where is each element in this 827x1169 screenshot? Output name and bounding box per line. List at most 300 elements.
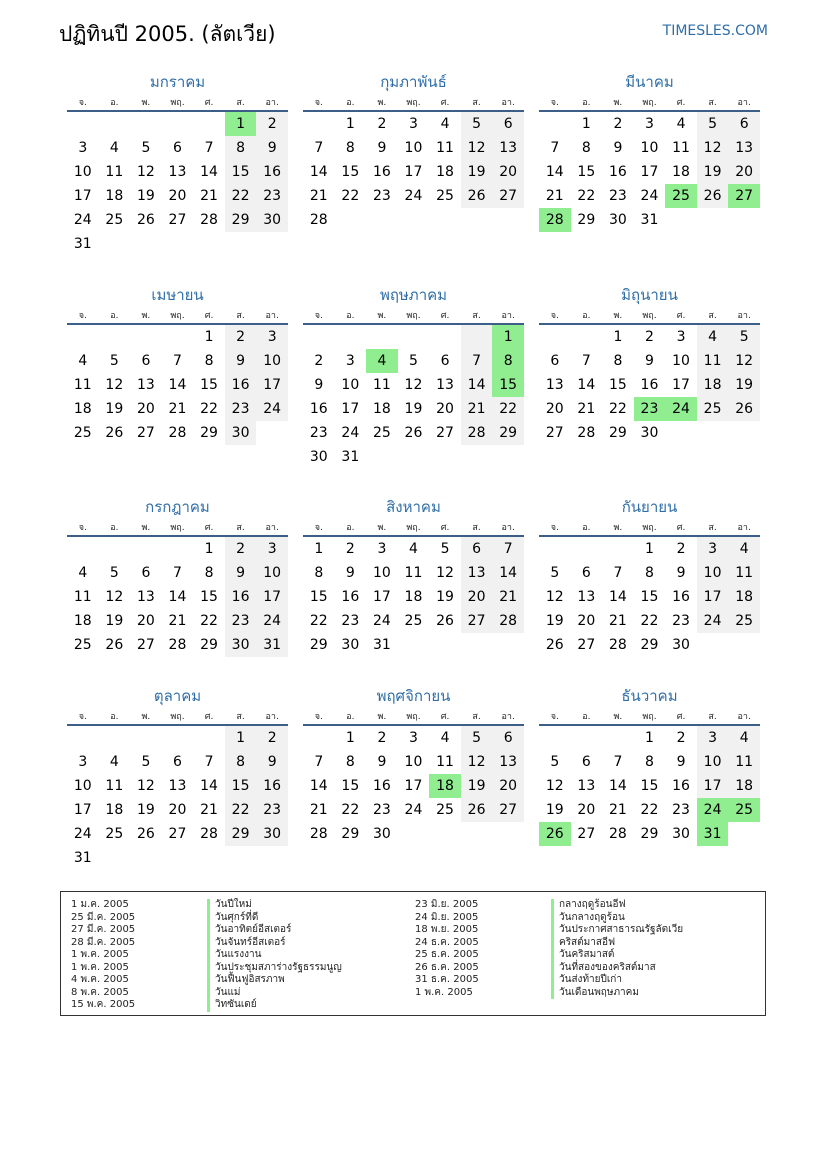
day-cell[interactable]: 16 (256, 774, 288, 798)
day-cell[interactable]: 19 (105, 401, 124, 417)
day-cell[interactable]: 12 (105, 377, 124, 393)
day-cell[interactable]: 1 (613, 329, 623, 345)
day-cell[interactable]: 22 (225, 798, 257, 822)
day-cell[interactable]: 16 (309, 401, 328, 417)
day-cell[interactable]: 15 (200, 589, 218, 605)
day-cell[interactable]: 28 (608, 637, 627, 653)
day-cell[interactable]: 15 (309, 589, 328, 605)
day-cell[interactable]: 27 (136, 425, 155, 441)
day-cell[interactable]: 1 (645, 541, 654, 557)
day-cell[interactable]: 16 (608, 164, 627, 180)
day-cell[interactable]: 9 (645, 353, 654, 369)
day-cell[interactable]: 4 (440, 730, 450, 746)
day-cell[interactable]: 2 (377, 116, 387, 132)
day-cell[interactable]: 6 (461, 537, 493, 561)
day-cell[interactable]: 2 (377, 730, 387, 746)
day-cell[interactable]: 2 (676, 730, 686, 746)
day-cell[interactable]: 3 (645, 116, 654, 132)
day-cell[interactable]: 14 (608, 778, 627, 794)
day-cell[interactable]: 6 (173, 754, 182, 770)
day-cell[interactable]: 21 (461, 397, 493, 421)
day-cell[interactable]: 4 (440, 116, 450, 132)
day-cell[interactable]: 11 (73, 377, 92, 393)
day-cell[interactable]: 14 (168, 377, 187, 393)
day-cell[interactable]: 22 (200, 401, 218, 417)
day-cell[interactable]: 13 (577, 589, 596, 605)
day-cell[interactable]: 6 (728, 112, 760, 136)
day-cell[interactable]: 26 (545, 637, 564, 653)
day-cell[interactable]: 3 (256, 537, 288, 561)
day-cell[interactable]: 21 (168, 401, 187, 417)
day-cell[interactable]: 13 (492, 136, 524, 160)
day-cell[interactable]: 17 (697, 585, 729, 609)
day-cell[interactable]: 6 (581, 754, 591, 770)
day-cell[interactable]: 20 (492, 160, 524, 184)
day-cell[interactable]: 2 (613, 116, 623, 132)
day-cell[interactable]: 8 (581, 140, 591, 156)
day-cell[interactable]: 6 (173, 140, 182, 156)
day-cell[interactable]: 6 (492, 112, 524, 136)
day-cell[interactable]: 21 (492, 585, 524, 609)
day-cell[interactable]: 15 (577, 164, 596, 180)
day-cell[interactable]: 27 (168, 826, 187, 842)
day-cell[interactable]: 14 (168, 589, 187, 605)
day-cell[interactable]: 18 (105, 188, 124, 204)
day-cell[interactable]: 19 (436, 589, 454, 605)
day-cell[interactable]: 24 (372, 613, 391, 629)
day-cell[interactable]: 29 (225, 208, 257, 232)
day-cell[interactable]: 26 (539, 822, 571, 846)
day-cell[interactable]: 13 (461, 561, 493, 585)
day-cell[interactable]: 28 (309, 826, 328, 842)
day-cell[interactable]: 30 (608, 212, 627, 228)
day-cell[interactable]: 29 (225, 822, 257, 846)
day-cell[interactable]: 26 (136, 212, 155, 228)
day-cell[interactable]: 11 (372, 377, 391, 393)
day-cell[interactable]: 7 (613, 565, 623, 581)
day-cell[interactable]: 2 (256, 726, 288, 750)
day-cell[interactable]: 13 (168, 164, 187, 180)
day-cell[interactable]: 26 (728, 397, 760, 421)
day-cell[interactable]: 23 (608, 188, 627, 204)
day-cell[interactable]: 19 (461, 774, 493, 798)
day-cell[interactable]: 31 (73, 236, 92, 252)
day-cell[interactable]: 30 (672, 637, 690, 653)
day-cell[interactable]: 25 (105, 826, 124, 842)
day-cell[interactable]: 14 (461, 373, 493, 397)
day-cell[interactable]: 29 (640, 826, 659, 842)
day-cell[interactable]: 9 (377, 754, 387, 770)
day-cell[interactable]: 22 (640, 613, 659, 629)
day-cell[interactable]: 5 (461, 726, 493, 750)
day-cell[interactable]: 10 (404, 140, 423, 156)
day-cell[interactable]: 21 (608, 802, 627, 818)
day-cell[interactable]: 9 (676, 754, 686, 770)
day-cell[interactable]: 26 (136, 826, 155, 842)
day-cell[interactable]: 27 (136, 637, 155, 653)
day-cell[interactable]: 27 (577, 826, 596, 842)
day-cell[interactable]: 27 (168, 212, 187, 228)
day-cell[interactable]: 18 (728, 585, 760, 609)
day-cell[interactable]: 22 (577, 188, 596, 204)
day-cell[interactable]: 30 (309, 449, 328, 465)
day-cell[interactable]: 29 (200, 425, 218, 441)
day-cell[interactable]: 18 (697, 373, 729, 397)
day-cell[interactable]: 30 (256, 208, 288, 232)
day-cell[interactable]: 12 (105, 589, 124, 605)
day-cell[interactable]: 12 (436, 565, 454, 581)
day-cell[interactable]: 16 (225, 585, 257, 609)
day-cell[interactable]: 9 (225, 349, 257, 373)
day-cell[interactable]: 29 (341, 826, 360, 842)
day-cell[interactable]: 23 (372, 802, 391, 818)
day-cell[interactable]: 28 (309, 212, 328, 228)
day-cell[interactable]: 28 (539, 208, 571, 232)
day-cell[interactable]: 6 (141, 565, 151, 581)
day-cell[interactable]: 27 (436, 425, 454, 441)
day-cell[interactable]: 4 (78, 353, 88, 369)
day-cell[interactable]: 3 (256, 325, 288, 349)
day-cell[interactable]: 24 (404, 802, 423, 818)
day-cell[interactable]: 4 (78, 565, 88, 581)
day-cell[interactable]: 7 (204, 754, 214, 770)
day-cell[interactable]: 30 (640, 425, 659, 441)
day-cell[interactable]: 4 (697, 325, 729, 349)
day-cell[interactable]: 29 (577, 212, 596, 228)
day-cell[interactable]: 7 (581, 353, 591, 369)
day-cell[interactable]: 20 (168, 802, 187, 818)
day-cell[interactable]: 22 (341, 802, 360, 818)
day-cell[interactable]: 13 (577, 778, 596, 794)
day-cell[interactable]: 24 (256, 397, 288, 421)
day-cell[interactable]: 9 (314, 377, 324, 393)
day-cell[interactable]: 17 (73, 802, 92, 818)
day-cell[interactable]: 8 (645, 754, 654, 770)
day-cell[interactable]: 16 (640, 377, 659, 393)
day-cell[interactable]: 2 (676, 541, 686, 557)
day-cell[interactable]: 5 (461, 112, 493, 136)
day-cell[interactable]: 14 (608, 589, 627, 605)
day-cell[interactable]: 21 (545, 188, 564, 204)
day-cell[interactable]: 28 (168, 425, 187, 441)
day-cell[interactable]: 20 (136, 613, 155, 629)
day-cell[interactable]: 23 (309, 425, 328, 441)
day-cell[interactable]: 10 (73, 164, 92, 180)
day-cell[interactable]: 17 (640, 164, 659, 180)
day-cell[interactable]: 26 (105, 425, 124, 441)
day-cell[interactable]: 6 (440, 353, 450, 369)
day-cell[interactable]: 9 (377, 140, 387, 156)
day-cell[interactable]: 25 (372, 425, 391, 441)
day-cell[interactable]: 19 (105, 613, 124, 629)
day-cell[interactable]: 15 (341, 164, 360, 180)
day-cell[interactable]: 23 (256, 184, 288, 208)
day-cell[interactable]: 26 (461, 184, 493, 208)
day-cell[interactable]: 26 (404, 425, 423, 441)
day-cell[interactable]: 3 (409, 116, 418, 132)
day-cell[interactable]: 9 (676, 565, 686, 581)
day-cell[interactable]: 13 (728, 136, 760, 160)
day-cell[interactable]: 25 (728, 798, 760, 822)
day-cell[interactable]: 30 (225, 633, 257, 657)
day-cell[interactable]: 3 (697, 726, 729, 750)
day-cell[interactable]: 13 (136, 377, 155, 393)
day-cell[interactable]: 19 (545, 613, 564, 629)
day-cell[interactable]: 30 (256, 822, 288, 846)
day-cell[interactable]: 22 (640, 802, 659, 818)
day-cell[interactable]: 30 (372, 826, 391, 842)
site-link[interactable]: TIMESLES.COM (662, 23, 768, 39)
day-cell[interactable]: 8 (204, 565, 214, 581)
day-cell[interactable]: 7 (550, 140, 560, 156)
day-cell[interactable]: 5 (109, 565, 119, 581)
day-cell[interactable]: 10 (697, 561, 729, 585)
day-cell[interactable]: 14 (200, 778, 218, 794)
day-cell[interactable]: 8 (314, 565, 324, 581)
day-cell[interactable]: 26 (461, 798, 493, 822)
day-cell[interactable]: 11 (105, 778, 124, 794)
day-cell[interactable]: 3 (697, 537, 729, 561)
day-cell[interactable]: 13 (545, 377, 564, 393)
day-cell[interactable]: 22 (225, 184, 257, 208)
day-cell[interactable]: 12 (404, 377, 423, 393)
day-cell[interactable]: 4 (728, 537, 760, 561)
day-cell[interactable]: 23 (225, 397, 257, 421)
day-cell[interactable]: 14 (492, 561, 524, 585)
day-cell[interactable]: 17 (73, 188, 92, 204)
day-cell[interactable]: 4 (109, 754, 119, 770)
day-cell[interactable]: 27 (545, 425, 564, 441)
day-cell[interactable]: 10 (372, 565, 391, 581)
day-cell[interactable]: 5 (550, 565, 560, 581)
day-cell[interactable]: 15 (640, 589, 659, 605)
day-cell[interactable]: 20 (545, 401, 564, 417)
day-cell[interactable]: 9 (256, 750, 288, 774)
day-cell[interactable]: 5 (409, 353, 418, 369)
day-cell[interactable]: 23 (672, 802, 690, 818)
day-cell[interactable]: 16 (672, 589, 690, 605)
day-cell[interactable]: 14 (309, 778, 328, 794)
day-cell[interactable]: 23 (372, 188, 391, 204)
day-cell[interactable]: 31 (372, 637, 391, 653)
day-cell[interactable]: 15 (640, 778, 659, 794)
day-cell[interactable]: 7 (314, 140, 324, 156)
day-cell[interactable]: 8 (645, 565, 654, 581)
day-cell[interactable]: 6 (141, 353, 151, 369)
day-cell[interactable]: 29 (492, 421, 524, 445)
day-cell[interactable]: 7 (461, 349, 493, 373)
day-cell[interactable]: 25 (73, 425, 92, 441)
day-cell[interactable]: 7 (173, 353, 182, 369)
day-cell[interactable]: 14 (545, 164, 564, 180)
day-cell[interactable]: 8 (345, 140, 355, 156)
day-cell[interactable]: 22 (200, 613, 218, 629)
day-cell[interactable]: 24 (697, 798, 729, 822)
day-cell[interactable]: 15 (492, 373, 524, 397)
day-cell[interactable]: 24 (404, 188, 423, 204)
day-cell[interactable]: 2 (345, 541, 355, 557)
day-cell[interactable]: 17 (256, 373, 288, 397)
day-cell[interactable]: 11 (672, 140, 690, 156)
day-cell[interactable]: 10 (640, 140, 659, 156)
day-cell[interactable]: 18 (436, 164, 454, 180)
day-cell[interactable]: 24 (256, 609, 288, 633)
day-cell[interactable]: 27 (461, 609, 493, 633)
day-cell[interactable]: 21 (309, 188, 328, 204)
day-cell[interactable]: 29 (309, 637, 328, 653)
day-cell[interactable]: 1 (225, 726, 257, 750)
day-cell[interactable]: 31 (640, 212, 659, 228)
day-cell[interactable]: 17 (372, 589, 391, 605)
day-cell[interactable]: 25 (665, 184, 697, 208)
day-cell[interactable]: 9 (256, 136, 288, 160)
day-cell[interactable]: 18 (672, 164, 690, 180)
day-cell[interactable]: 22 (608, 401, 627, 417)
day-cell[interactable]: 24 (665, 397, 697, 421)
day-cell[interactable]: 1 (314, 541, 324, 557)
day-cell[interactable]: 5 (728, 325, 760, 349)
day-cell[interactable]: 20 (577, 613, 596, 629)
day-cell[interactable]: 12 (697, 136, 729, 160)
day-cell[interactable]: 1 (204, 541, 214, 557)
day-cell[interactable]: 14 (577, 377, 596, 393)
day-cell[interactable]: 7 (613, 754, 623, 770)
day-cell[interactable]: 11 (728, 750, 760, 774)
day-cell[interactable]: 11 (105, 164, 124, 180)
day-cell[interactable]: 13 (492, 750, 524, 774)
day-cell[interactable]: 12 (461, 136, 493, 160)
day-cell[interactable]: 23 (225, 609, 257, 633)
day-cell[interactable]: 21 (608, 613, 627, 629)
day-cell[interactable]: 11 (404, 565, 423, 581)
day-cell[interactable]: 3 (409, 730, 418, 746)
day-cell[interactable]: 2 (314, 353, 324, 369)
day-cell[interactable]: 9 (225, 561, 257, 585)
day-cell[interactable]: 17 (672, 377, 690, 393)
day-cell[interactable]: 22 (309, 613, 328, 629)
day-cell[interactable]: 6 (492, 726, 524, 750)
day-cell[interactable]: 17 (256, 585, 288, 609)
day-cell[interactable]: 7 (204, 140, 214, 156)
day-cell[interactable]: 7 (173, 565, 182, 581)
day-cell[interactable]: 18 (404, 589, 423, 605)
day-cell[interactable]: 19 (697, 160, 729, 184)
day-cell[interactable]: 29 (640, 637, 659, 653)
day-cell[interactable]: 4 (676, 116, 686, 132)
day-cell[interactable]: 27 (577, 637, 596, 653)
day-cell[interactable]: 12 (461, 750, 493, 774)
day-cell[interactable]: 10 (256, 561, 288, 585)
day-cell[interactable]: 20 (461, 585, 493, 609)
day-cell[interactable]: 25 (105, 212, 124, 228)
day-cell[interactable]: 11 (436, 754, 454, 770)
day-cell[interactable]: 11 (697, 349, 729, 373)
day-cell[interactable]: 5 (440, 541, 450, 557)
day-cell[interactable]: 25 (404, 613, 423, 629)
day-cell[interactable]: 4 (409, 541, 418, 557)
day-cell[interactable]: 5 (109, 353, 119, 369)
day-cell[interactable]: 16 (372, 164, 391, 180)
day-cell[interactable]: 18 (73, 613, 92, 629)
day-cell[interactable]: 24 (73, 212, 92, 228)
day-cell[interactable]: 25 (697, 397, 729, 421)
day-cell[interactable]: 15 (225, 160, 257, 184)
day-cell[interactable]: 24 (640, 188, 659, 204)
day-cell[interactable]: 4 (109, 140, 119, 156)
day-cell[interactable]: 22 (341, 188, 360, 204)
day-cell[interactable]: 3 (345, 353, 355, 369)
day-cell[interactable]: 26 (436, 613, 454, 629)
day-cell[interactable]: 12 (545, 778, 564, 794)
day-cell[interactable]: 14 (200, 164, 218, 180)
day-cell[interactable]: 24 (697, 609, 729, 633)
day-cell[interactable]: 10 (256, 349, 288, 373)
day-cell[interactable]: 23 (634, 397, 666, 421)
day-cell[interactable]: 30 (225, 421, 257, 445)
day-cell[interactable]: 6 (581, 565, 591, 581)
day-cell[interactable]: 16 (672, 778, 690, 794)
day-cell[interactable]: 16 (341, 589, 360, 605)
day-cell[interactable]: 24 (341, 425, 360, 441)
day-cell[interactable]: 1 (204, 329, 214, 345)
day-cell[interactable]: 17 (341, 401, 360, 417)
day-cell[interactable]: 16 (225, 373, 257, 397)
day-cell[interactable]: 20 (436, 401, 454, 417)
day-cell[interactable]: 16 (372, 778, 391, 794)
day-cell[interactable]: 8 (492, 349, 524, 373)
day-cell[interactable]: 17 (404, 778, 423, 794)
day-cell[interactable]: 3 (78, 754, 88, 770)
day-cell[interactable]: 30 (672, 826, 690, 842)
day-cell[interactable]: 1 (581, 116, 591, 132)
day-cell[interactable]: 28 (200, 212, 218, 228)
day-cell[interactable]: 22 (492, 397, 524, 421)
day-cell[interactable]: 2 (225, 537, 257, 561)
day-cell[interactable]: 19 (404, 401, 423, 417)
day-cell[interactable]: 25 (436, 802, 454, 818)
day-cell[interactable]: 31 (341, 449, 360, 465)
day-cell[interactable]: 3 (676, 329, 686, 345)
day-cell[interactable]: 25 (436, 188, 454, 204)
day-cell[interactable]: 1 (225, 112, 257, 136)
day-cell[interactable]: 19 (136, 802, 155, 818)
day-cell[interactable]: 27 (492, 184, 524, 208)
day-cell[interactable]: 27 (492, 798, 524, 822)
day-cell[interactable]: 5 (550, 754, 560, 770)
day-cell[interactable]: 28 (492, 609, 524, 633)
day-cell[interactable]: 21 (309, 802, 328, 818)
day-cell[interactable]: 12 (136, 164, 155, 180)
day-cell[interactable]: 19 (545, 802, 564, 818)
day-cell[interactable]: 10 (672, 353, 690, 369)
day-cell[interactable]: 1 (345, 730, 355, 746)
day-cell[interactable]: 11 (728, 561, 760, 585)
day-cell[interactable]: 2 (225, 325, 257, 349)
day-cell[interactable]: 25 (73, 637, 92, 653)
day-cell[interactable]: 18 (73, 401, 92, 417)
day-cell[interactable]: 20 (136, 401, 155, 417)
day-cell[interactable]: 20 (168, 188, 187, 204)
day-cell[interactable]: 2 (256, 112, 288, 136)
day-cell[interactable]: 5 (697, 112, 729, 136)
day-cell[interactable]: 1 (345, 116, 355, 132)
day-cell[interactable]: 8 (225, 136, 257, 160)
day-cell[interactable]: 12 (728, 349, 760, 373)
day-cell[interactable]: 21 (168, 613, 187, 629)
day-cell[interactable]: 26 (105, 637, 124, 653)
day-cell[interactable]: 29 (608, 425, 627, 441)
day-cell[interactable]: 18 (728, 774, 760, 798)
